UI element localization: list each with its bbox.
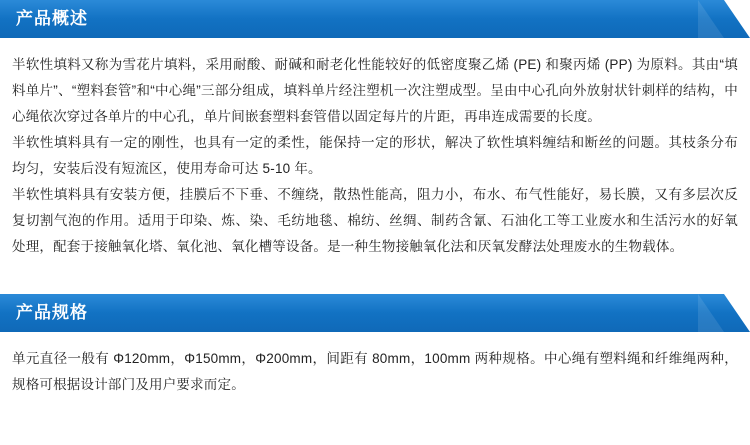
section-title-overview: 产品概述 — [16, 9, 88, 28]
paragraph: 单元直径一般有 Φ120mm，Φ150mm，Φ200mm，间距有 80mm，100mm 两种规格。中心绳有塑料绳和纤维绳两种，规格可根据设计部门及用户要求而定。 — [12, 351, 738, 392]
paragraph: 半软性填料又称为雪花片填料，采用耐酸、耐碱和耐老化性能较好的低密度聚乙烯 (PE) 和聚丙烯 (PP) 为原料。其由“填料单片”、“塑料套管”和“中心绳”三部分组成，填料单片经注塑机一次注塑成型。呈由中心孔向外放射状针刺样的结构，中心绳依次穿过各单片的中心孔，单片间嵌套塑料套管借以固定每片的片距，再串连成需要的长度。 — [12, 57, 738, 124]
section-body-specification — [0, 346, 750, 398]
section-header-specification — [0, 294, 750, 332]
section-body-overview — [0, 52, 750, 260]
paragraph: 半软性填料具有安装方便，挂膜后不下垂、不缠绕，散热性能高，阻力小，布水、布气性能好，易长膜，又有多层次反复切割气泡的作用。适用于印染、炼、染、毛纺地毯、棉纺、丝绸、制药含氰、石油化工等工业废水和生活污水的好氧处理，配套于接触氧化塔、氧化池、氧化槽等设备。是一种生物接触氧化法和厌氧发酵法处理废水的生物载体。 — [12, 187, 738, 254]
header-accent-shape — [698, 294, 724, 332]
header-corner-cut — [724, 294, 750, 332]
section-header-overview — [0, 0, 750, 38]
spacer — [0, 332, 750, 346]
header-accent-shape — [698, 0, 724, 38]
paragraph: 半软性填料具有一定的刚性，也具有一定的柔性，能保持一定的形状，解决了软性填料缠结和断丝的问题。其枝条分布均匀，安装后没有短流区，使用寿命可达 5-10 年。 — [12, 135, 738, 176]
spacer — [0, 38, 750, 52]
spacer — [0, 260, 750, 294]
header-corner-cut — [724, 0, 750, 38]
section-title-specification: 产品规格 — [16, 303, 88, 322]
